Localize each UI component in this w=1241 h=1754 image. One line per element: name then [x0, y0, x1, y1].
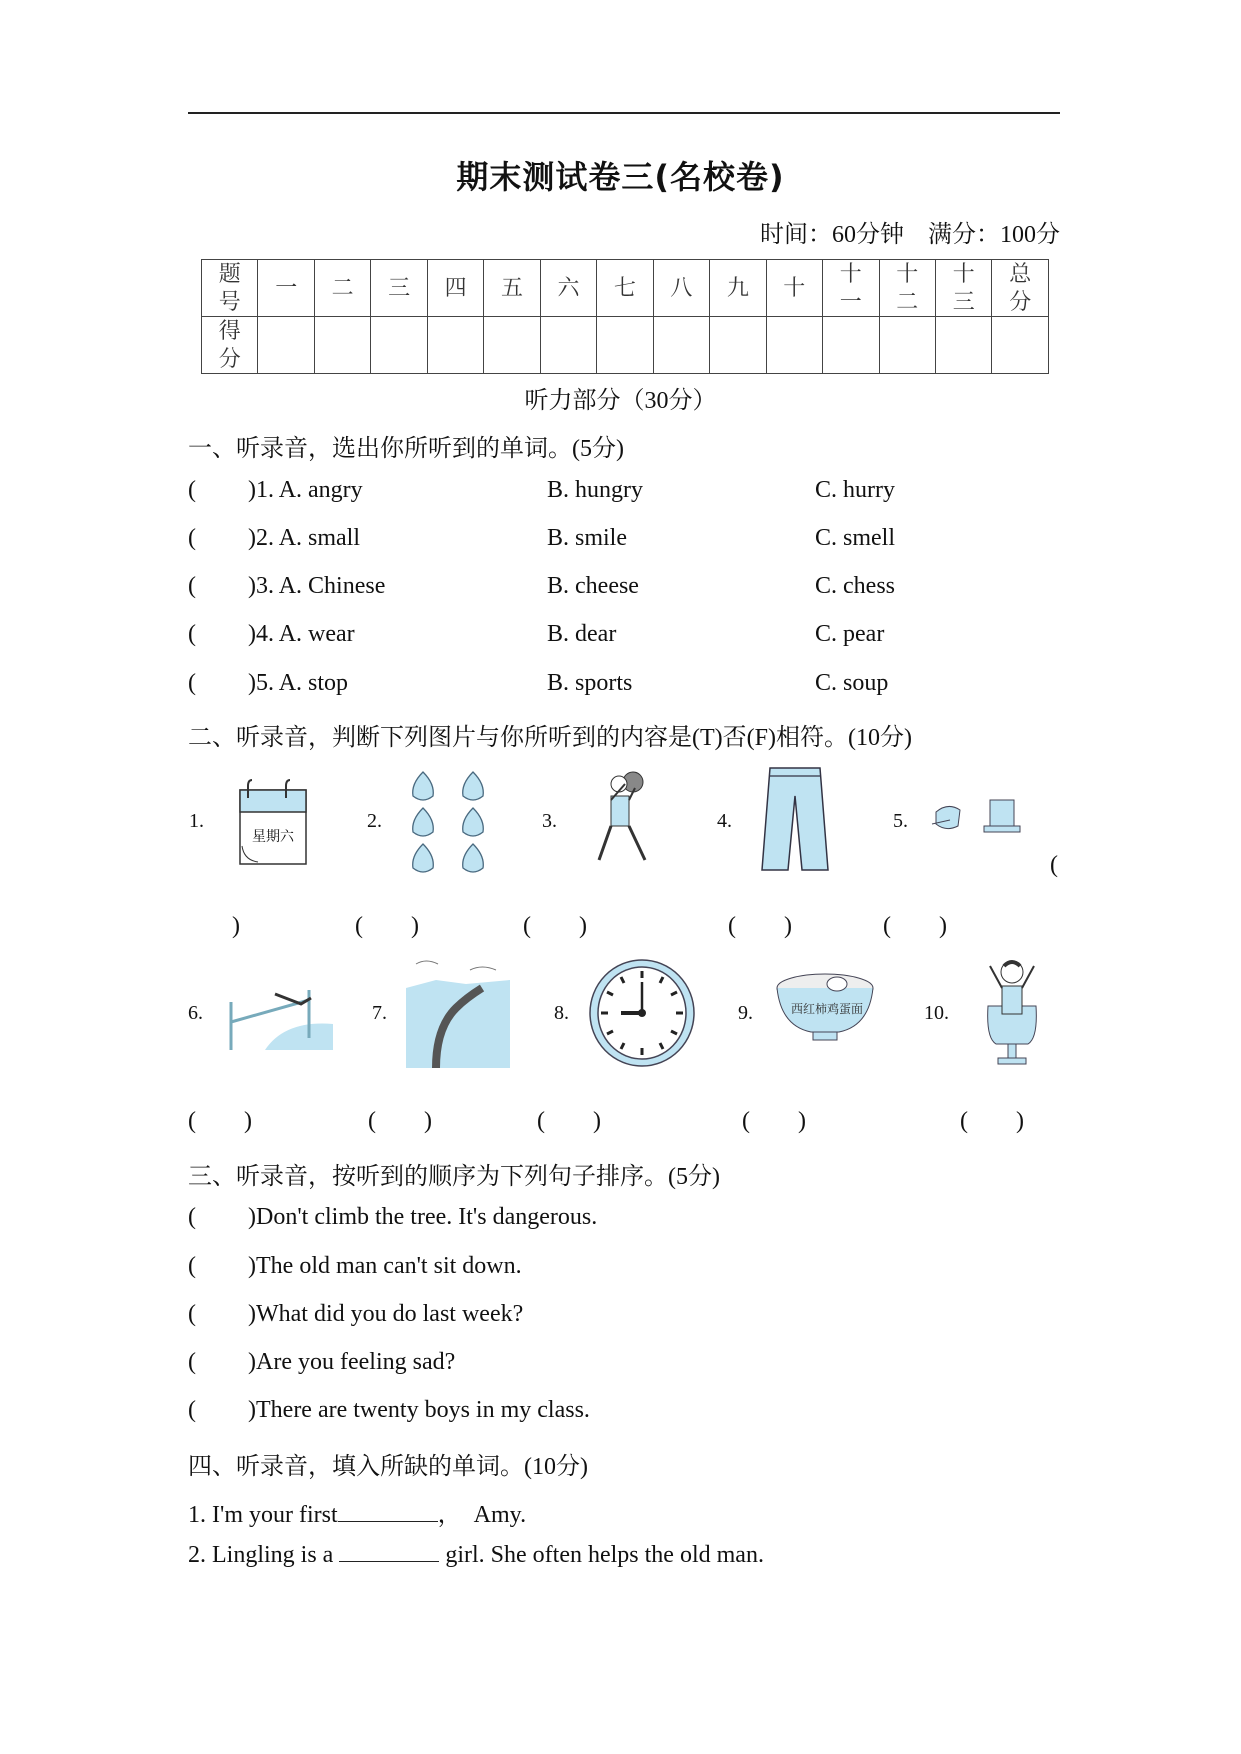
option-c: C. pear — [815, 621, 885, 647]
picture-number: 8. — [554, 1002, 569, 1024]
section2-heading: 二、听录音，判断下列图片与你所听到的内容是(T)否(F)相符。(10分) — [188, 725, 912, 751]
section3-item: ( )Are you feeling sad? — [188, 1349, 456, 1375]
answer-paren[interactable]: ( ) — [960, 1108, 1024, 1134]
picture-number: 7. — [372, 1002, 387, 1024]
top-rule — [188, 112, 1060, 114]
boy-chair-icon — [982, 958, 1042, 1066]
option-b: B. cheese — [547, 573, 639, 599]
score-cell[interactable] — [879, 317, 935, 374]
answer-paren[interactable]: ( ) — [188, 1108, 252, 1134]
section1-item: ( )2. A. small B. smile C. smell — [188, 525, 896, 551]
section3-item: ( )There are twenty boys in my class. — [188, 1397, 590, 1423]
noodle-bowl-icon: 西红柿鸡蛋面 — [775, 972, 875, 1044]
answer-blank[interactable]: ( — [188, 477, 196, 503]
basketball-girl-icon — [585, 770, 665, 870]
score-col: 三 — [371, 260, 427, 317]
section3-item: ( )Don't climb the tree. It's dangerous. — [188, 1204, 598, 1230]
picture-number: 10. — [924, 1002, 949, 1024]
answer-paren[interactable]: ( ) — [368, 1108, 432, 1134]
answer-paren[interactable]: ( ) — [355, 913, 419, 939]
option-b: B. smile — [547, 525, 628, 551]
section1-item: ( )5. A. stop B. sports C. soup — [188, 670, 889, 696]
picture-number: 1. — [189, 810, 204, 832]
score-col: 二 — [314, 260, 370, 317]
option-c: C. chess — [815, 573, 895, 599]
score-cell[interactable] — [258, 317, 314, 374]
picture-number: 2. — [367, 810, 382, 832]
score-col: 七 — [597, 260, 653, 317]
picture-number: 5. — [893, 810, 908, 832]
section1-heading: 一、听录音，选出你所听到的单词。(5分) — [188, 436, 624, 462]
answer-paren[interactable]: ( ) — [883, 913, 947, 939]
section3-item: ( )What did you do last week? — [188, 1301, 524, 1327]
answer-blank[interactable]: ( — [188, 573, 196, 599]
page-title: 期末测试卷三(名校卷) — [456, 158, 785, 196]
score-cell[interactable] — [992, 317, 1049, 374]
answer-paren[interactable]: ( ) — [728, 913, 792, 939]
picture-number: 9. — [738, 1002, 753, 1024]
clock-icon — [587, 958, 697, 1068]
hats-icon — [928, 798, 1028, 838]
score-table-label: 得分 — [202, 317, 258, 374]
option-b: B. sports — [547, 670, 633, 696]
score-cell[interactable] — [935, 317, 991, 374]
fill-in-blank[interactable] — [338, 1503, 438, 1522]
option-c: C. soup — [815, 670, 889, 696]
answer-paren[interactable]: ( ) — [537, 1108, 601, 1134]
score-table — [201, 259, 1049, 374]
calendar-icon: 星期六 — [238, 776, 310, 868]
score-col: 八 — [653, 260, 709, 317]
section4-heading: 四、听录音，填入所缺的单词。(10分) — [188, 1454, 588, 1480]
answer-paren[interactable]: ( ) — [742, 1108, 806, 1134]
fill-in-blank[interactable] — [339, 1543, 439, 1562]
score-cell[interactable] — [427, 317, 483, 374]
answer-blank[interactable]: ( — [188, 1253, 196, 1279]
picture-number: 3. — [542, 810, 557, 832]
score-col: 九 — [710, 260, 766, 317]
section1-item: ( )1. A. angry B. hungry C. hurry — [188, 477, 895, 503]
score-col: 一 — [258, 260, 314, 317]
score-cell[interactable] — [484, 317, 540, 374]
section1-item: ( )4. A. wear B. dear C. pear — [188, 621, 885, 647]
option-c: C. hurry — [815, 477, 895, 503]
score-col: 十一 — [823, 260, 879, 317]
fill-in-item: 2. Lingling is a girl. She often helps the old man. — [188, 1542, 764, 1568]
peaches-icon — [403, 768, 495, 876]
score-col: 十三 — [935, 260, 991, 317]
score-cell[interactable] — [540, 317, 596, 374]
score-col: 六 — [540, 260, 596, 317]
answer-paren-open[interactable]: ( — [1050, 852, 1058, 878]
high-jump-icon — [225, 980, 333, 1050]
score-table-header-row — [202, 260, 1049, 317]
picture-number: 6. — [188, 1002, 203, 1024]
section3-heading: 三、听录音，按听到的顺序为下列句子排序。(5分) — [188, 1164, 720, 1190]
great-wall-icon — [406, 958, 510, 1068]
answer-blank[interactable]: ( — [188, 1204, 196, 1230]
answer-blank[interactable]: ( — [188, 670, 196, 696]
score-col: 十 — [766, 260, 822, 317]
answer-paren[interactable]: ( ) — [523, 913, 587, 939]
score-cell[interactable] — [597, 317, 653, 374]
answer-blank[interactable]: ( — [188, 621, 196, 647]
score-col: 五 — [484, 260, 540, 317]
trousers-icon — [760, 766, 830, 874]
section1-item: ( )3. A. Chinese B. cheese C. chess — [188, 573, 895, 599]
answer-blank[interactable]: ( — [188, 1301, 196, 1327]
option-b: B. hungry — [547, 477, 643, 503]
listening-part-header: 听力部分（30分） — [524, 388, 717, 414]
option-b: B. dear — [547, 621, 617, 647]
answer-paren-close[interactable]: ) — [232, 913, 240, 939]
score-col: 总分 — [992, 260, 1049, 317]
score-cell[interactable] — [766, 317, 822, 374]
option-c: C. smell — [815, 525, 896, 551]
score-cell[interactable] — [710, 317, 766, 374]
score-cell[interactable] — [371, 317, 427, 374]
answer-blank[interactable]: ( — [188, 1349, 196, 1375]
picture-number: 4. — [717, 810, 732, 832]
score-cell[interactable] — [823, 317, 879, 374]
score-col: 十二 — [879, 260, 935, 317]
score-cell[interactable] — [314, 317, 370, 374]
fill-in-item: 1. I'm your first ， Amy. — [188, 1502, 527, 1528]
answer-blank[interactable]: ( — [188, 1397, 196, 1423]
score-col: 四 — [427, 260, 483, 317]
section3-item: ( )The old man can't sit down. — [188, 1253, 522, 1279]
score-table-score-row — [202, 317, 1049, 374]
exam-meta: 时间：60分钟 满分：100分 — [760, 222, 1060, 248]
answer-blank[interactable]: ( — [188, 525, 196, 551]
score-cell[interactable] — [653, 317, 709, 374]
score-table-label: 题号 — [202, 260, 258, 317]
